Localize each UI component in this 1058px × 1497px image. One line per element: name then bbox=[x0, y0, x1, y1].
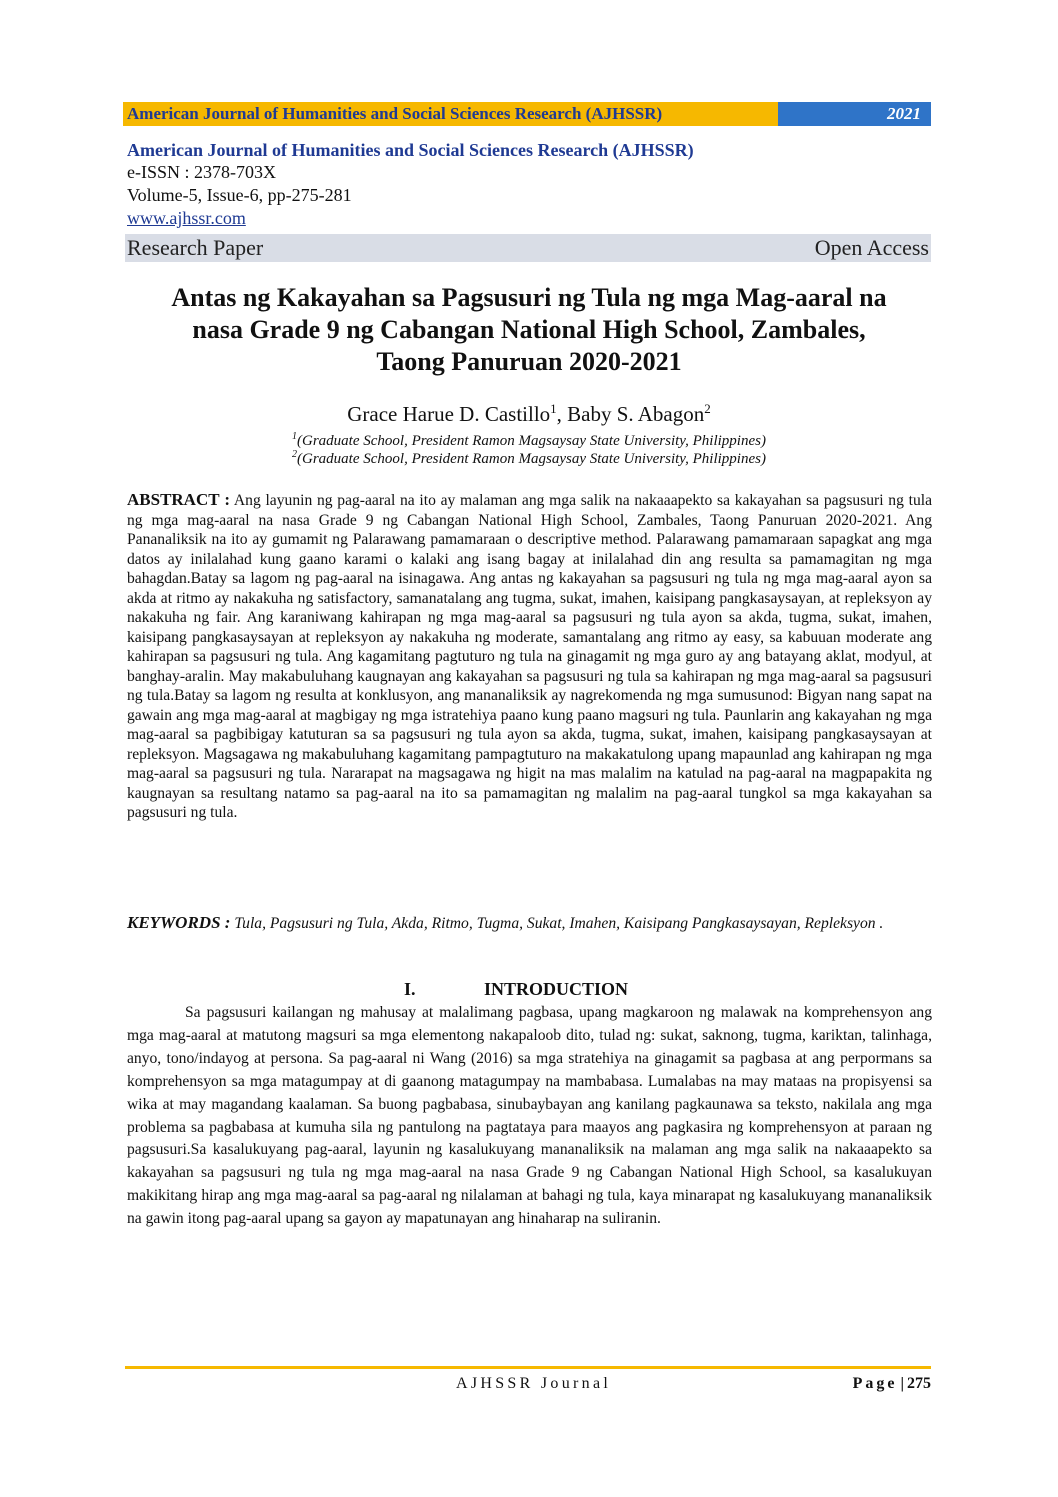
abstract-label: ABSTRACT : bbox=[127, 490, 231, 509]
paper-type: Research Paper bbox=[127, 235, 264, 260]
author-2-sup: 2 bbox=[704, 401, 711, 416]
footer-page-number: 275 bbox=[907, 1375, 931, 1392]
paper-type-bar bbox=[125, 234, 931, 262]
keywords bbox=[127, 912, 932, 934]
running-header-year: 2021 bbox=[778, 102, 931, 126]
access-type: Open Access bbox=[814, 235, 929, 260]
running-header bbox=[123, 102, 931, 126]
authors bbox=[100, 396, 958, 427]
affiliation-1-sup: 1 bbox=[292, 431, 298, 442]
title-line-3: Taong Panuruan 2020-2021 bbox=[376, 347, 682, 376]
abstract bbox=[127, 490, 932, 823]
journal-name: American Journal of Humanities and Social Sciences Research (AJHSSR) bbox=[127, 140, 694, 160]
introduction-text: Sa pagsusuri kailangan ng mahusay at malalimang pagbasa, upang magkaroon ng malawak na komprehensyon ang mga mag-aaral at matutong magsuri sa mga elementong nakapaloob dito, tulad ng: sukat, saknong, tugma, kariktan, talinhaga, anyo, tono/indayog at persona. Sa pag-aaral ni Wang (2016) sa mga stratehiya na ginagamit sa pagbasa at ang perpormans sa komprehensyon sa mga matagumpay at di gaanong matagumpay na mambabasa. Lumalabas na may mataas na propisyensi sa wika at may magandang kaalaman. Sa buong pagbabasa, sinubaybayan ang kanilang pagkaunawa sa teksto, nakilala ang mga problema sa pagbabasa at kumuha sila ng pantulong na pagtataya para maayos ang pagkasira ng komprehensyon at paraan ng pagsusuri.Sa kasalukuyang pag-aaral, layunin ng kasalukuyang mananaliksik na malaman ang mga salik na nakaaapekto sa kakayahan sa pagsusuri ng tula ng mga mag-aaral na nasa Grade 9 ng Cabangan National High School, sa kasalukuyan makikitang hirap ang mga mag-aaral sa pag-aaral ng nilalaman at bahagi ng tula, kaya minarapat ng kasalukuyang mananaliksik na gawin itong pag-aaral upang sa gayon ay mapatunayan ang hinaharap na suliranin. bbox=[127, 1004, 932, 1228]
affiliation-2 bbox=[100, 446, 958, 468]
journal-info bbox=[127, 139, 927, 229]
footer-journal: AJHSSR Journal bbox=[456, 1375, 612, 1392]
author-1: Grace Harue D. Castillo bbox=[347, 402, 551, 426]
author-1-sup: 1 bbox=[550, 401, 557, 416]
abstract-text: Ang layunin ng pag-aaral na ito ay malaman ang mga salik na nakaaapekto sa kakayahan sa pagsusuri ng tula ng mga mag-aaral na nasa Grade 9 ng Cabangan National High School, Zambales, Taong Panuruan 2020-2021. Ang Pananaliksik na ito ay gumamit ng Palarawang pamamaraan o descriptive method. Palarawang pamamaraan sapagkat ang mga datos ay inilalahad kung gaano karami o kalaki ang isang bagay at inilalahad din ang resulta sa pamamagitan ng mga bahagdan.Batay sa lagom ng pag-aaral na isinagawa. Ang antas ng kakayahan sa pagsusuri ng tula ng mga mag-aaral ayon sa akda at ritmo ay nakakuha ng satisfactory, samanatalang ang tugma, sukat, imahen, kaisipang pangkasaysayan, at repleksyon ay nakakuha ng fair. Ang karaniwang kahirapan ng mga mag-aaral sa pagsusuri ng tula ayon sa akda, tugma, sukat, imahen, kaisipang pangkasaysayan at repleksyon ay nakakuha ng moderate, samantalang ang ritmo ay easy, sa kabuuan moderate ang kahirapan sa pagsusuri ng tula. Ang kagamitang pagtuturo ng tula na ginagamit ng mga guro ay ang batayang aklat, modyul, at banghay-aralin. May makabuluhang kaugnayan ang kakayahan sa pagsusuri ng tula sa kahirapan ng mga mag-aaral sa pagsusuri ng tula.Batay sa lagom ng resulta at konklusyon, ang mananaliksik ay nagrekomenda ng mga sumusunod: Bigyan nang sapat na gawain ang mga mag-aaral at magbigay ng mga istratehiya paano kung paano magsuri ng tula. Paunlarin ang kakayahan ng mga mag-aaral sa pagbibigay katuturan sa sa pagsusuri ng tula ayon sa akda, tugma, sukat, imahen, kaisipang pangkasaysayan at repleksyon. Magsagawa ng makabuluhang kagamitang pampagtuturo na makakatulong upang mapaunlad ang kahirapan ng mga mag-aaral sa pagsusuri ng tula. Nararapat na magsagawa ng higit na mas malalim na katulad na pag-aaral na magpapakita ng kaugnayan sa resultang natamo sa pag-aaral na ito sa pamamagitan ng malalim na pag-aaral tungkol sa mga kakayahan sa pagsusuri ng tula. bbox=[127, 492, 933, 821]
eissn: e-ISSN : 2378-703X bbox=[127, 162, 276, 182]
affiliation-2-sup: 2 bbox=[292, 449, 298, 460]
footer-page-label: Page bbox=[852, 1375, 898, 1392]
keywords-label: KEYWORDS : bbox=[127, 913, 231, 932]
website-link[interactable]: www.ajhssr.com bbox=[127, 208, 246, 228]
running-header-journal: American Journal of Humanities and Social Sciences Research (AJHSSR) bbox=[123, 102, 778, 126]
volume-issue: Volume-5, Issue-6, pp-275-281 bbox=[127, 185, 352, 205]
author-2: Baby S. Abagon bbox=[567, 402, 705, 426]
author-separator: , bbox=[556, 402, 568, 426]
affiliation-1-text: (Graduate School, President Ramon Magsaysay State University, Philippines) bbox=[297, 433, 766, 449]
section-title: INTRODUCTION bbox=[484, 979, 629, 999]
paper-title bbox=[100, 282, 958, 378]
footer-page-separator: | bbox=[900, 1375, 904, 1392]
footer-rule bbox=[125, 1366, 931, 1369]
section-number: I. bbox=[404, 979, 416, 999]
footer-page bbox=[800, 1375, 931, 1393]
title-line-1: Antas ng Kakayahan sa Pagsusuri ng Tula ng mga Mag-aaral na bbox=[171, 283, 887, 312]
keywords-text: Tula, Pagsusuri ng Tula, Akda, Ritmo, Tugma, Sukat, Imahen, Kaisipang Pangkasaysayan, Repleksyon . bbox=[234, 915, 884, 932]
title-line-2: nasa Grade 9 ng Cabangan National High School, Zambales, bbox=[192, 315, 866, 344]
affiliation-2-text: (Graduate School, President Ramon Magsaysay State University, Philippines) bbox=[297, 451, 766, 467]
